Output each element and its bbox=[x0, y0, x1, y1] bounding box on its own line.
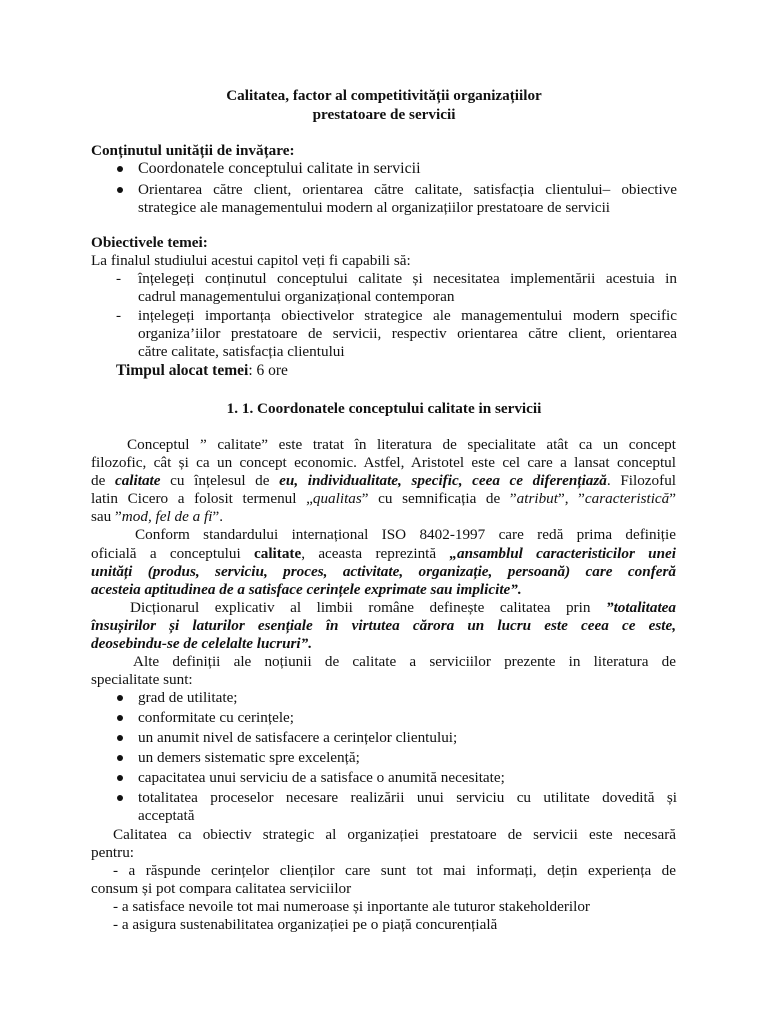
content-bullet-2-line-2: strategice ale managementului modern al organizațiilor prestatoare de servicii bbox=[138, 199, 611, 216]
dash-marker: - bbox=[116, 307, 122, 324]
section-heading: 1. 1. Coordonatele conceptului calitate in servicii bbox=[226, 400, 542, 417]
p1-l4-d: atribut bbox=[516, 490, 558, 507]
p2-l2-d: „ansamblul caracteristicilor unei bbox=[449, 545, 677, 562]
bullet-icon bbox=[117, 755, 123, 761]
document-title-line-1: Calitatea, factor al competitivității organizațiilor bbox=[226, 87, 542, 104]
p1-l4-c: ” cu semnificația de ” bbox=[361, 490, 517, 507]
bullet-icon bbox=[117, 735, 123, 741]
p3-line-2: însușirilor și laturilor esențiale în virtutea cărora un lucru este ceea ce este, bbox=[91, 617, 676, 634]
definition-4: un demers sistematic spre excelență; bbox=[138, 749, 360, 766]
p1-line-2: filozofic, cât și ca un concept economic. Astfel, Aristotel este cel care a lansat conceptul bbox=[91, 454, 676, 471]
document-title-line-2: prestatoare de servicii bbox=[312, 106, 456, 123]
p1-line-4 bbox=[91, 490, 676, 508]
definition-3: un anumit nivel de satisfacere a cerințelor clientului; bbox=[138, 729, 458, 746]
p1-l4-e: ”, ” bbox=[558, 490, 585, 507]
p4-line-2: specialitate sunt: bbox=[91, 671, 193, 688]
dash-marker: - bbox=[116, 270, 122, 287]
p1-l3-e: . Filozoful bbox=[606, 472, 677, 489]
p1-l4-a: latin Cicero a folosit termenul „ bbox=[91, 490, 313, 507]
p3-l1-b: ”totalitatea bbox=[605, 599, 676, 616]
objective-2-line-3: către calitate, satisfacția clientului bbox=[138, 343, 345, 360]
p2-l2-b: calitate bbox=[254, 545, 302, 562]
time-allocated bbox=[116, 362, 288, 380]
definition-5: capacitatea unui serviciu de a satisface o anumită necesitate; bbox=[138, 769, 505, 786]
p1-l5-b: mod, fel de a fi bbox=[121, 508, 213, 525]
p1-l3-a: de bbox=[91, 472, 115, 489]
reason-1-line-2: consum și pot compara calitatea serviciilor bbox=[91, 880, 352, 897]
reason-1-line-1: - a răspunde cerințelor clienților care sunt tot mai informați, dețin experiența de bbox=[113, 862, 676, 879]
p1-l3-b: calitate bbox=[114, 472, 161, 489]
p3-line-1 bbox=[130, 599, 676, 617]
p2-line-1: Conform standardului internațional ISO 8402-1997 care redă prima definiție bbox=[135, 526, 676, 543]
bullet-icon bbox=[117, 795, 123, 801]
p1-l4-b: qualitas bbox=[312, 490, 362, 507]
reason-2: - a satisface nevoile tot mai numeroase și inportante ale tuturor stakeholderilor bbox=[113, 898, 590, 915]
p2-line-4: acesteia aptitudinea de a satisface cerințele exprimate sau implicite”. bbox=[91, 581, 522, 598]
time-label: Timpul alocat temei bbox=[116, 362, 249, 379]
p2-line-2 bbox=[91, 545, 676, 563]
p1-line-1: Conceptul ” calitate” este tratat în literatura de specialitate atât ca un concept bbox=[127, 436, 676, 453]
p4-line-1: Alte definiții ale noțiunii de calitate a serviciilor prezente in literatura de bbox=[133, 653, 676, 670]
bullet-icon bbox=[117, 715, 123, 721]
objectives-heading: Obiectivele temei: bbox=[91, 234, 208, 251]
content-bullet-2-line-1: Orientarea către client, orientarea către calitate, satisfacția clientului– obiective bbox=[138, 181, 677, 198]
p1-line-3 bbox=[91, 472, 676, 490]
p1-l4-f: caracteristică bbox=[584, 490, 670, 507]
content-heading: Conținutul unității de invățare: bbox=[91, 142, 295, 159]
objective-2-line-2: organiza’iilor prestatoare de servicii, respectiv orientarea către client, orientarea bbox=[138, 325, 677, 342]
p3-line-3: deosebindu-se de celelalte lucruri”. bbox=[91, 635, 313, 652]
p3-l1-a: Dicționarul explicativ al limbii române definește calitatea prin bbox=[130, 599, 606, 616]
definition-6-line-1: totalitatea proceselor necesare realizării unui serviciu cu utilitate dovedită și bbox=[138, 789, 677, 806]
p1-line-5 bbox=[91, 508, 223, 526]
p2-line-3: unități (produs, serviciu, proces, activitate, organizație, persoană) care conferă bbox=[91, 563, 676, 580]
p1-l5-c: ”. bbox=[212, 508, 224, 525]
time-value: : 6 ore bbox=[248, 362, 288, 379]
definition-2: conformitate cu cerințele; bbox=[138, 709, 295, 726]
bullet-icon bbox=[117, 695, 123, 701]
definition-1: grad de utilitate; bbox=[138, 689, 238, 706]
content-bullet-1: Coordonatele conceptului calitate in servicii bbox=[138, 160, 421, 177]
reason-3: - a asigura sustenabilitatea organizației pe o piață concurențială bbox=[113, 916, 498, 933]
bullet-icon bbox=[117, 166, 123, 172]
p1-l3-d: eu, individualitate, specific, ceea ce diferențiază bbox=[279, 472, 607, 489]
p2-l2-a: oficială a conceptului bbox=[91, 545, 254, 562]
p5-line-2: pentru: bbox=[91, 844, 135, 861]
bullet-icon bbox=[117, 187, 123, 193]
p1-l4-g: ” bbox=[669, 490, 677, 507]
p1-l5-a: sau ” bbox=[91, 508, 122, 525]
objective-1-line-2: cadrul managementului organizațional contemporan bbox=[138, 288, 455, 305]
objectives-intro: La finalul studiului acestui capitol veți fi capabili să: bbox=[91, 252, 411, 269]
bullet-icon bbox=[117, 775, 123, 781]
objective-1-line-1: înțelegeți conținutul conceptului calitate și necesitatea implementării acestuia in bbox=[138, 270, 677, 287]
p2-l2-c: , aceasta reprezintă bbox=[301, 545, 450, 562]
definition-6-line-2: acceptată bbox=[138, 807, 195, 824]
p5-line-1: Calitatea ca obiectiv strategic al organizației prestatoare de servicii este necesară bbox=[113, 826, 676, 843]
objective-2-line-1: ințelegeți importanța obiectivelor strategice ale managementului modern specific bbox=[138, 307, 677, 324]
p1-l3-c: cu înțelesul de bbox=[160, 472, 280, 489]
